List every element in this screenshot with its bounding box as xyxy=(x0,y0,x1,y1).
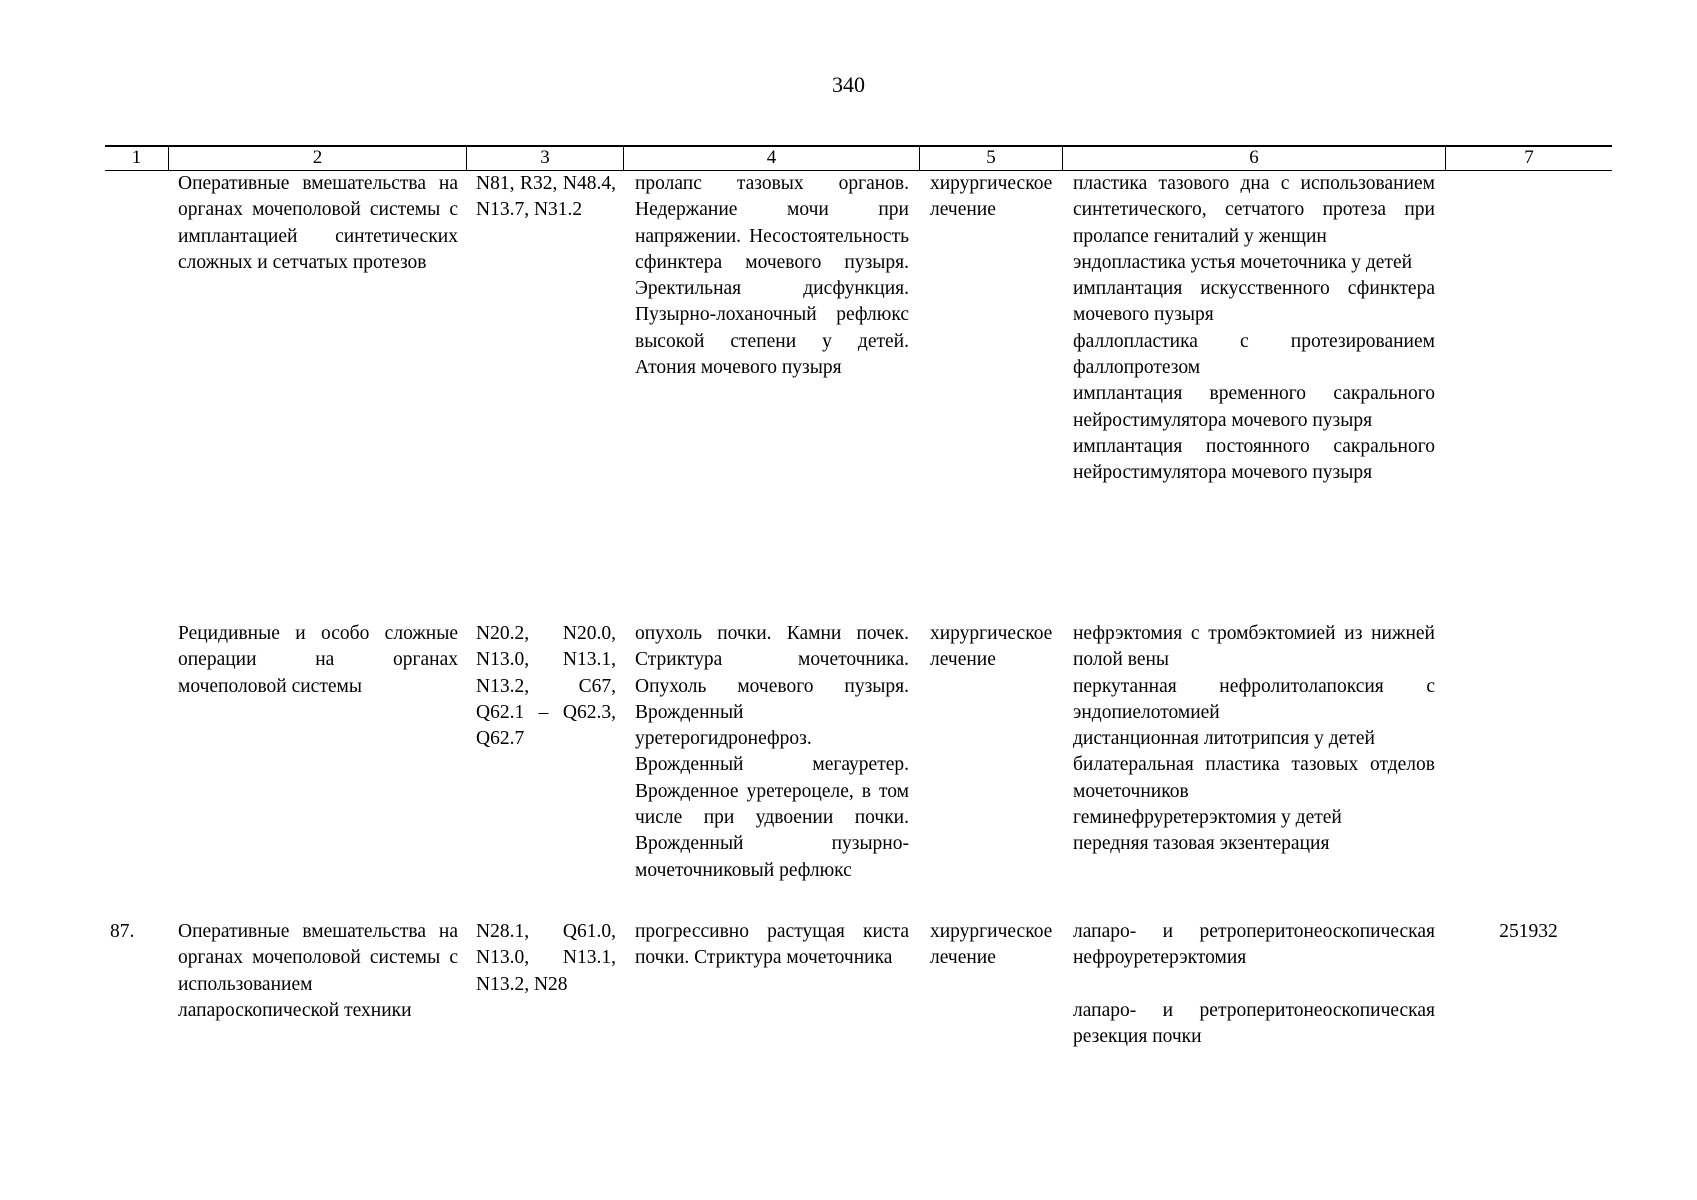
method-item: геминефруретерэктомия у детей xyxy=(1073,807,1342,829)
method-item: эндопластика устья мочеточника у детей xyxy=(1073,251,1413,273)
row-cost: 251932 xyxy=(1499,921,1558,942)
method-item: лапаро- и ретроперитонеоскопическая нефроуретерэктомия xyxy=(1073,921,1435,969)
method-item: имплантация искусственного сфинктера мочевого пузыря xyxy=(1073,278,1435,326)
method-item: лапаро- и ретроперитонеоскопическая резекция почки xyxy=(1073,999,1435,1047)
method-item: перкутанная нефролитолапоксия с эндопиелотомией xyxy=(1073,675,1435,723)
row-codes: N20.2, N20.0, N13.0, N13.1, N13.2, C67, Q62.1 – Q62.3, Q62.7 xyxy=(476,623,616,750)
page-number: 340 xyxy=(832,72,865,97)
row-diagnosis: пролапс тазовых органов. Недержание мочи при напряжении. Несостоятельность сфинктера мочевого пузыря. Эректильная дисфункция. Пузырно-лоханочный рефлюкс высокой степени у детей. Атония мочевого пузыря xyxy=(635,173,909,379)
row-methods xyxy=(1073,621,1435,858)
row-name: Рецидивные и особо сложные операции на органах мочеполовой системы xyxy=(178,623,458,697)
row-treatment: хирургическое лечение xyxy=(930,623,1053,671)
row-name: Оперативные вмешательства на органах мочеполовой системы с имплантацией синтетических сложных и сетчатых протезов xyxy=(178,173,458,273)
row-diagnosis: опухоль почки. Камни почек. Стриктура мочеточника. Опухоль мочевого пузыря. Врожденный уретерогидронефроз. Врожденный мегауретер. Врожденное уретероцеле, в том числе при удвоении почки. Врожденный пузырно-мочеточниковый рефлюкс xyxy=(635,623,909,881)
method-item: фаллопластика с протезированием фаллопротезом xyxy=(1073,330,1435,379)
method-item: пластика тазового дна с использованием синтетического, сетчатого протеза при пролапсе гениталий у женщин xyxy=(1073,173,1435,247)
header-col-1: 1 xyxy=(131,147,142,168)
header-col-3: 3 xyxy=(466,147,623,170)
header-col-7: 7 xyxy=(1445,147,1612,170)
row-diagnosis: прогрессивно растущая киста почки. Стриктура мочеточника xyxy=(635,921,909,969)
table-header xyxy=(105,145,1612,171)
row-codes: N81, R32, N48.4, N13.7, N31.2 xyxy=(476,173,616,221)
header-col-4: 4 xyxy=(623,147,919,170)
header-col-5: 5 xyxy=(919,147,1062,170)
header-col-2: 2 xyxy=(168,147,466,170)
row-treatment: хирургическое лечение xyxy=(930,173,1053,221)
row-treatment: хирургическое лечение xyxy=(930,921,1053,969)
row-number: 87. xyxy=(110,921,135,942)
method-item: имплантация постоянного сакрального нейростимулятора мочевого пузыря xyxy=(1073,435,1435,484)
method-item: нефрэктомия с тромбэктомией из нижней полой вены xyxy=(1073,623,1435,671)
row-methods xyxy=(1073,919,1435,1050)
row-codes: N28.1, Q61.0, N13.0, N13.1, N13.2, N28 xyxy=(476,921,616,995)
header-col-6: 6 xyxy=(1062,147,1445,170)
row-methods xyxy=(1073,171,1435,487)
row-name: Оперативные вмешательства на органах мочеполовой системы с использованием лапароскопической техники xyxy=(178,921,458,1021)
method-item: передняя тазовая экзентерация xyxy=(1073,833,1330,855)
method-item: билатеральная пластика тазовых отделов мочеточников xyxy=(1073,754,1435,802)
method-item: дистанционная литотрипсия у детей xyxy=(1073,728,1375,750)
method-item: имплантация временного сакрального нейростимулятора мочевого пузыря xyxy=(1073,383,1435,431)
